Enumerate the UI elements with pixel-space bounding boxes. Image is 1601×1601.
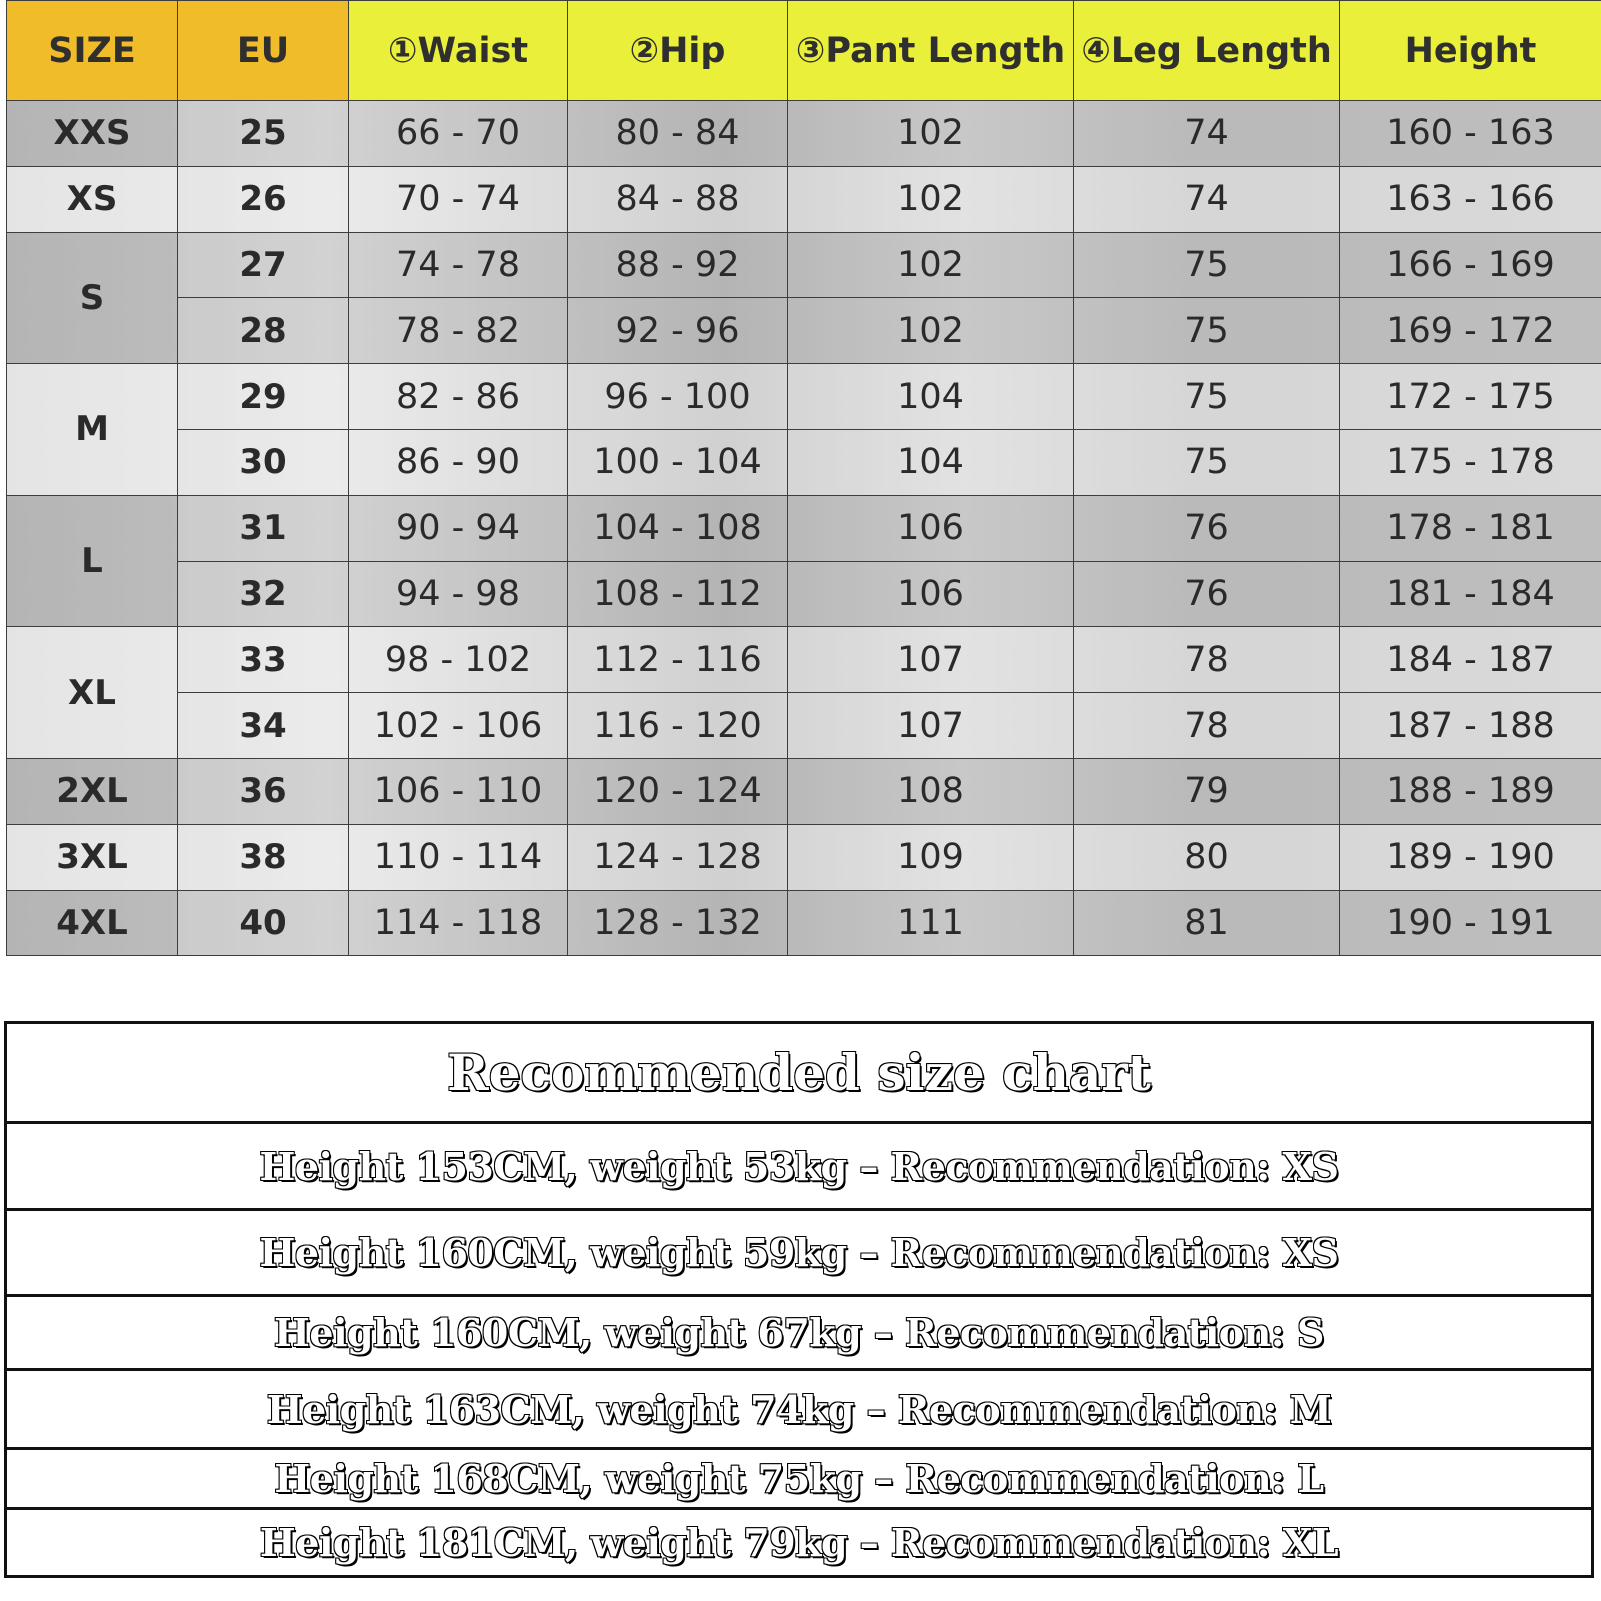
- hip-cell: 108 - 112: [568, 561, 788, 627]
- waist-cell: 86 - 90: [349, 429, 568, 495]
- size-cell: 2XL: [7, 758, 178, 824]
- height-cell: 160 - 163: [1340, 101, 1601, 167]
- eu-cell: 31: [178, 495, 349, 561]
- waist-cell: 106 - 110: [349, 758, 568, 824]
- pant-length-cell: 102: [788, 298, 1074, 364]
- height-cell: 184 - 187: [1340, 627, 1601, 693]
- table-row: [7, 824, 1601, 890]
- table-row: [7, 166, 1601, 232]
- waist-cell: 114 - 118: [349, 890, 568, 956]
- pant-length-cell: 102: [788, 232, 1074, 298]
- waist-cell: 90 - 94: [349, 495, 568, 561]
- size-cell: L: [7, 495, 178, 627]
- eu-cell: 28: [178, 298, 349, 364]
- recommended-size-chart: [4, 1021, 1594, 1578]
- header-height: Height: [1340, 1, 1601, 101]
- waist-cell: 74 - 78: [349, 232, 568, 298]
- size-table: [6, 0, 1601, 956]
- hip-cell: 80 - 84: [568, 101, 788, 167]
- hip-cell: 104 - 108: [568, 495, 788, 561]
- eu-cell: 26: [178, 166, 349, 232]
- waist-cell: 110 - 114: [349, 824, 568, 890]
- eu-cell: 33: [178, 627, 349, 693]
- leg-length-cell: 74: [1074, 166, 1340, 232]
- leg-length-cell: 78: [1074, 693, 1340, 759]
- size-table-body: [7, 101, 1601, 956]
- leg-length-cell: 81: [1074, 890, 1340, 956]
- recommendation-row: Height 160CM, weight 59kg – Recommendation: XS: [7, 1211, 1591, 1297]
- height-cell: 169 - 172: [1340, 298, 1601, 364]
- recommendation-row: Height 181CM, weight 79kg – Recommendation: XL: [259, 1520, 1339, 1565]
- leg-length-cell: 75: [1074, 232, 1340, 298]
- eu-cell: 30: [178, 429, 349, 495]
- eu-cell: 40: [178, 890, 349, 956]
- hip-cell: 96 - 100: [568, 364, 788, 430]
- header-row: [7, 1, 1601, 101]
- hip-cell: 88 - 92: [568, 232, 788, 298]
- height-cell: 181 - 184: [1340, 561, 1601, 627]
- eu-cell: 27: [178, 232, 349, 298]
- table-row: [7, 890, 1601, 956]
- recommendation-row: Height 160CM, weight 67kg – Recommendation: S: [7, 1297, 1591, 1371]
- header-waist: ①Waist: [349, 1, 568, 101]
- table-row: [7, 364, 1601, 430]
- table-row: [7, 627, 1601, 693]
- size-cell: 3XL: [7, 824, 178, 890]
- leg-length-cell: 75: [1074, 429, 1340, 495]
- eu-cell: 38: [178, 824, 349, 890]
- leg-length-cell: 76: [1074, 561, 1340, 627]
- pant-length-cell: 107: [788, 693, 1074, 759]
- size-cell: 4XL: [7, 890, 178, 956]
- table-row: [7, 758, 1601, 824]
- height-cell: 163 - 166: [1340, 166, 1601, 232]
- header-size: SIZE: [7, 1, 178, 101]
- height-cell: 172 - 175: [1340, 364, 1601, 430]
- size-cell: XXS: [7, 101, 178, 167]
- recommendation-row: Height 168CM, weight 75kg – Recommendation: L: [7, 1450, 1591, 1510]
- height-cell: 190 - 191: [1340, 890, 1601, 956]
- header-pant-length: ③Pant Length: [788, 1, 1074, 101]
- pant-length-cell: 109: [788, 824, 1074, 890]
- leg-length-cell: 74: [1074, 101, 1340, 167]
- pant-length-cell: 104: [788, 364, 1074, 430]
- table-row: [7, 693, 1601, 759]
- leg-length-cell: 75: [1074, 298, 1340, 364]
- waist-cell: 78 - 82: [349, 298, 568, 364]
- recommended-size-chart-title: Recommended size chart: [7, 1024, 1591, 1124]
- eu-cell: 25: [178, 101, 349, 167]
- hip-cell: 116 - 120: [568, 693, 788, 759]
- height-cell: 188 - 189: [1340, 758, 1601, 824]
- leg-length-cell: 76: [1074, 495, 1340, 561]
- waist-cell: 66 - 70: [349, 101, 568, 167]
- table-row: [7, 101, 1601, 167]
- table-row: [7, 429, 1601, 495]
- pant-length-cell: 108: [788, 758, 1074, 824]
- pant-length-cell: 106: [788, 561, 1074, 627]
- size-cell: XS: [7, 166, 178, 232]
- hip-cell: 100 - 104: [568, 429, 788, 495]
- size-cell: S: [7, 232, 178, 364]
- pant-length-cell: 107: [788, 627, 1074, 693]
- size-cell: XL: [7, 627, 178, 759]
- height-cell: 187 - 188: [1340, 693, 1601, 759]
- eu-cell: 32: [178, 561, 349, 627]
- pant-length-cell: 111: [788, 890, 1074, 956]
- hip-cell: 84 - 88: [568, 166, 788, 232]
- waist-cell: 102 - 106: [349, 693, 568, 759]
- recommendation-row: Height 163CM, weight 74kg – Recommendation: M: [7, 1371, 1591, 1450]
- height-cell: 166 - 169: [1340, 232, 1601, 298]
- pant-length-cell: 106: [788, 495, 1074, 561]
- table-row: [7, 232, 1601, 298]
- recommendation-row: Height 153CM, weight 53kg – Recommendation: XS: [7, 1124, 1591, 1211]
- table-row: [7, 298, 1601, 364]
- waist-cell: 98 - 102: [349, 627, 568, 693]
- waist-cell: 94 - 98: [349, 561, 568, 627]
- size-cell: M: [7, 364, 178, 496]
- hip-cell: 112 - 116: [568, 627, 788, 693]
- header-hip: ②Hip: [568, 1, 788, 101]
- pant-length-cell: 102: [788, 101, 1074, 167]
- leg-length-cell: 80: [1074, 824, 1340, 890]
- table-row: [7, 561, 1601, 627]
- pant-length-cell: 102: [788, 166, 1074, 232]
- hip-cell: 92 - 96: [568, 298, 788, 364]
- header-eu: EU: [178, 1, 349, 101]
- leg-length-cell: 78: [1074, 627, 1340, 693]
- eu-cell: 29: [178, 364, 349, 430]
- waist-cell: 82 - 86: [349, 364, 568, 430]
- hip-cell: 128 - 132: [568, 890, 788, 956]
- header-leg-length: ④Leg Length: [1074, 1, 1340, 101]
- leg-length-cell: 75: [1074, 364, 1340, 430]
- waist-cell: 70 - 74: [349, 166, 568, 232]
- eu-cell: 34: [178, 693, 349, 759]
- leg-length-cell: 79: [1074, 758, 1340, 824]
- pant-length-cell: 104: [788, 429, 1074, 495]
- height-cell: 175 - 178: [1340, 429, 1601, 495]
- hip-cell: 120 - 124: [568, 758, 788, 824]
- hip-cell: 124 - 128: [568, 824, 788, 890]
- table-row: [7, 495, 1601, 561]
- eu-cell: 36: [178, 758, 349, 824]
- height-cell: 178 - 181: [1340, 495, 1601, 561]
- height-cell: 189 - 190: [1340, 824, 1601, 890]
